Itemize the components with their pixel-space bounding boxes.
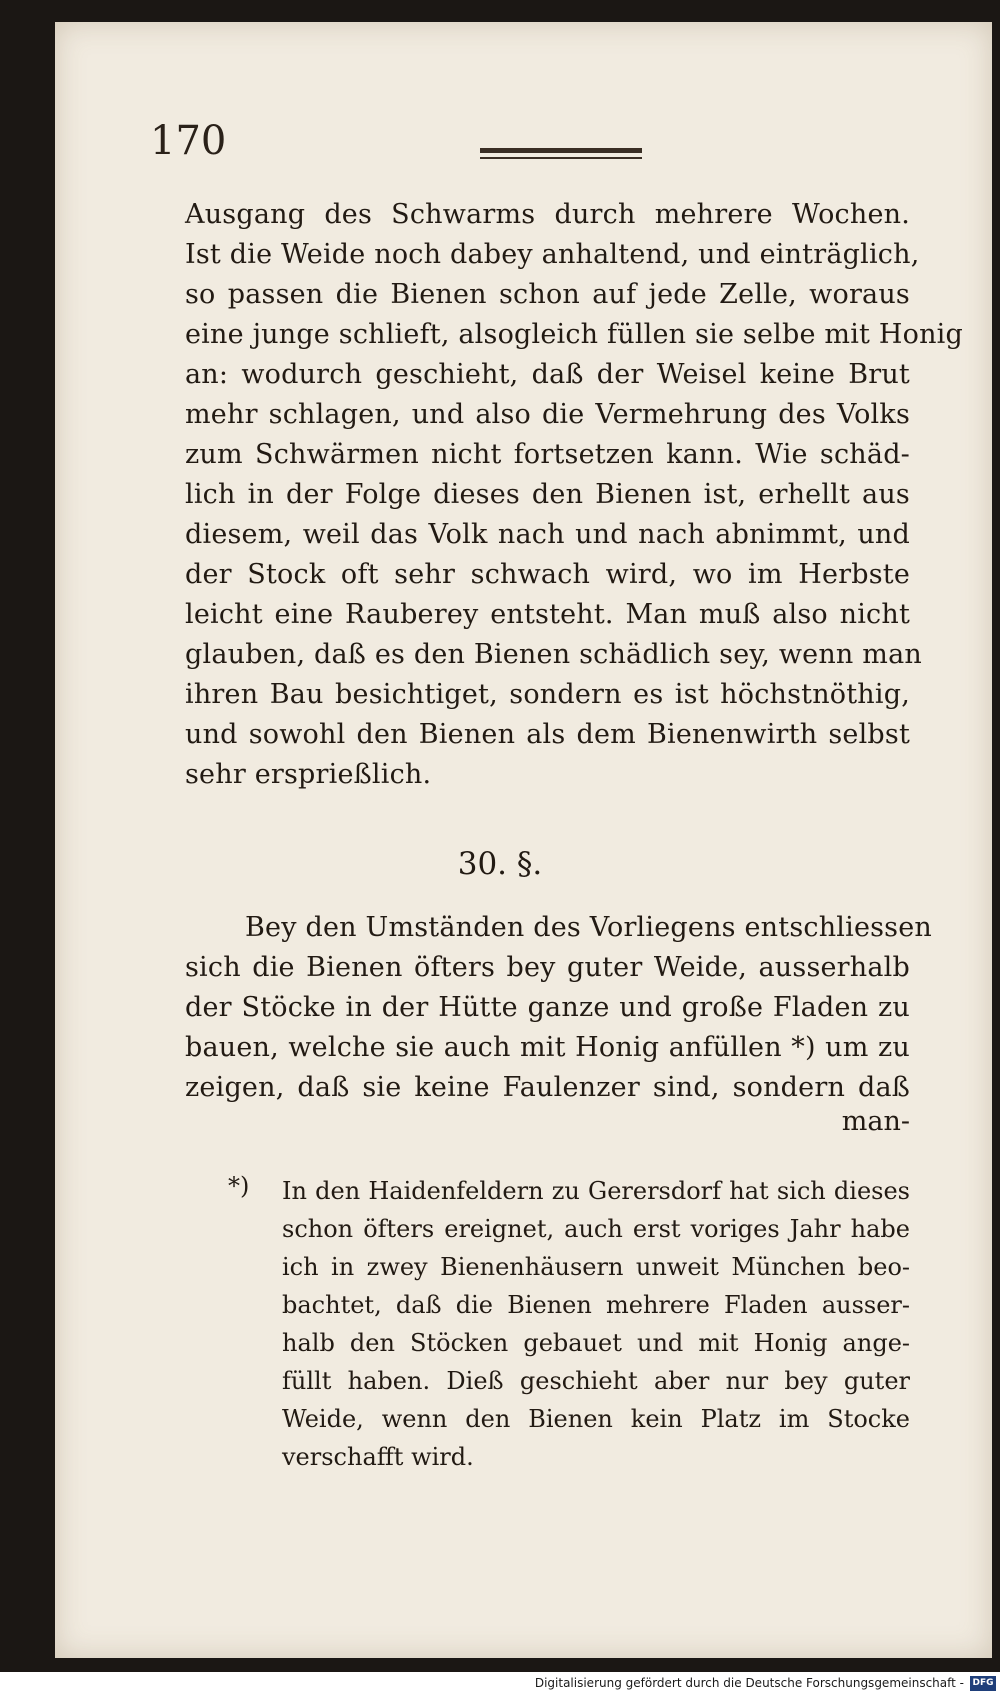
footnote-line: füllt haben. Dieß geschieht aber nur bey guter	[282, 1367, 910, 1395]
body-line: und sowohl den Bienen als dem Bienenwirth selbst	[185, 719, 910, 750]
body-line: leicht eine Rauberey entsteht. Man muß also nicht	[185, 599, 910, 630]
footnote-line: Weide, wenn den Bienen kein Platz im Stocke	[282, 1405, 910, 1433]
catchword: man-	[841, 1106, 910, 1137]
body-line: Ausgang des Schwarms durch mehrere Wochen.	[185, 199, 910, 230]
ornament-thick-line	[480, 148, 642, 153]
footnote-line: In den Haidenfeldern zu Gerersdorf hat sich dieses	[282, 1177, 910, 1205]
page-number: 170	[150, 118, 227, 164]
body-line: glauben, daß es den Bienen schädlich sey, wenn man	[185, 639, 922, 670]
section-heading: 30. §.	[457, 846, 543, 882]
footnote-line: bachtet, daß die Bienen mehrere Fladen ausser-	[282, 1291, 910, 1319]
body-line: an: wodurch geschieht, daß der Weisel keine Brut	[185, 359, 910, 390]
body-line: ihren Bau besichtiget, sondern es ist höchstnöthig,	[185, 679, 910, 710]
body-line: zum Schwärmen nicht fortsetzen kann. Wie schäd-	[185, 439, 910, 470]
body-line: mehr schlagen, und also die Vermehrung des Volks	[185, 399, 910, 430]
body-line: Ist die Weide noch dabey anhaltend, und einträglich,	[185, 239, 920, 270]
footnote-line: verschafft wird.	[282, 1443, 474, 1471]
body-line: Bey den Umständen des Vorliegens entschliessen	[245, 912, 933, 943]
footnote-line: halb den Stöcken gebauet und mit Honig ange-	[282, 1329, 910, 1357]
dfg-logo-icon: DFG	[970, 1676, 996, 1691]
body-line: bauen, welche sie auch mit Honig anfüllen *) um zu	[185, 1032, 910, 1063]
header-ornament-rule	[480, 148, 642, 162]
body-line: sich die Bienen öfters bey guter Weide, ausserhalb	[185, 952, 910, 983]
body-line: zeigen, daß sie keine Faulenzer sind, sondern daß	[185, 1072, 910, 1103]
body-line: der Stöcke in der Hütte ganze und große Fladen zu	[185, 992, 910, 1023]
body-line: eine junge schlieft, alsogleich füllen sie selbe mit Honig	[185, 319, 964, 350]
digitization-credit-text: Digitalisierung gefördert durch die Deutsche Forschungsgemeinschaft -	[534, 1676, 964, 1690]
body-line: so passen die Bienen schon auf jede Zelle, woraus	[185, 279, 910, 310]
footnote-marker: *)	[228, 1172, 250, 1200]
body-line: sehr ersprießlich.	[185, 759, 432, 790]
footnote-line: ich in zwey Bienenhäusern unweit München beo-	[282, 1253, 910, 1281]
footnote-line: schon öfters ereignet, auch erst voriges Jahr habe	[282, 1215, 910, 1243]
body-line: diesem, weil das Volk nach und nach abnimmt, und	[185, 519, 910, 550]
body-line: der Stock oft sehr schwach wird, wo im Herbste	[185, 559, 910, 590]
body-line: lich in der Folge dieses den Bienen ist, erhellt aus	[185, 479, 910, 510]
digitization-credit-bar	[0, 1672, 1000, 1698]
ornament-thin-line	[480, 157, 642, 159]
